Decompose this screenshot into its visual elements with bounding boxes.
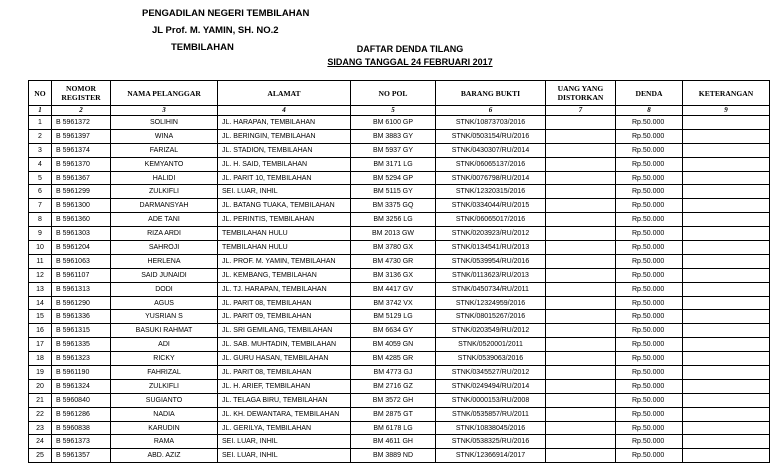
cell-remarks <box>683 296 770 310</box>
cell-address: JL. GURU HASAN, TEMBILAHAN <box>218 352 351 366</box>
cell-deposited <box>546 171 616 185</box>
table-header-row <box>29 81 770 106</box>
cell-fine: Rp.50.000 <box>616 421 683 435</box>
cell-fine: Rp.50.000 <box>616 116 683 130</box>
cell-evidence: STNK/0538325/RU/2016 <box>436 435 546 449</box>
cell-register: B 5961370 <box>52 157 111 171</box>
cell-no: 6 <box>29 185 52 199</box>
cell-evidence: STNK/08015267/2016 <box>436 310 546 324</box>
cell-deposited <box>546 129 616 143</box>
column-index-plate: 5 <box>351 106 436 116</box>
cell-plate: BM 2013 GW <box>351 227 436 241</box>
cell-no: 20 <box>29 379 52 393</box>
cell-evidence: STNK/0503154/RU/2016 <box>436 129 546 143</box>
cell-name: DODI <box>111 282 218 296</box>
cell-deposited <box>546 268 616 282</box>
cell-fine: Rp.50.000 <box>616 171 683 185</box>
table-row <box>29 116 770 130</box>
cell-register: B 5961107 <box>52 268 111 282</box>
cell-no: 15 <box>29 310 52 324</box>
cell-name: NADIA <box>111 407 218 421</box>
cell-plate: BM 4773 GJ <box>351 366 436 380</box>
table-row <box>29 352 770 366</box>
cell-no: 3 <box>29 143 52 157</box>
cell-evidence: STNK/0249494/RU/2014 <box>436 379 546 393</box>
cell-fine: Rp.50.000 <box>616 282 683 296</box>
cell-remarks <box>683 185 770 199</box>
court-city: TEMBILAHAN <box>171 42 234 53</box>
cell-plate: BM 5129 LG <box>351 310 436 324</box>
document-title: DAFTAR DENDA TILANG <box>356 44 464 54</box>
cell-deposited <box>546 338 616 352</box>
cell-evidence: STNK/0450734/RU/2011 <box>436 282 546 296</box>
cell-fine: Rp.50.000 <box>616 338 683 352</box>
table-row <box>29 338 770 352</box>
cell-remarks <box>683 227 770 241</box>
cell-remarks <box>683 435 770 449</box>
table-row <box>29 171 770 185</box>
cell-plate: BM 4417 GV <box>351 282 436 296</box>
cell-deposited <box>546 185 616 199</box>
table-row <box>29 366 770 380</box>
cell-fine: Rp.50.000 <box>616 449 683 463</box>
table-row <box>29 324 770 338</box>
cell-register: B 5961299 <box>52 185 111 199</box>
fine-list-table <box>28 80 770 463</box>
cell-register: B 5961300 <box>52 199 111 213</box>
table-row <box>29 227 770 241</box>
cell-register: B 5961397 <box>52 129 111 143</box>
cell-address: JL. PARIT 08, TEMBILAHAN <box>218 296 351 310</box>
cell-plate: BM 3375 GQ <box>351 199 436 213</box>
cell-remarks <box>683 199 770 213</box>
column-header-evidence: BARANG BUKTI <box>436 81 546 106</box>
cell-no: 12 <box>29 268 52 282</box>
cell-no: 24 <box>29 435 52 449</box>
cell-remarks <box>683 157 770 171</box>
cell-address: JL. SRI GEMILANG, TEMBILAHAN <box>218 324 351 338</box>
cell-register: B 5961360 <box>52 213 111 227</box>
cell-evidence: STNK/0203549/RU/2012 <box>436 324 546 338</box>
cell-deposited <box>546 157 616 171</box>
cell-register: B 5961373 <box>52 435 111 449</box>
cell-deposited <box>546 449 616 463</box>
cell-plate: BM 3256 LG <box>351 213 436 227</box>
cell-name: WINA <box>111 129 218 143</box>
cell-no: 17 <box>29 338 52 352</box>
table-row <box>29 268 770 282</box>
cell-address: JL. PARIT 08, TEMBILAHAN <box>218 366 351 380</box>
cell-remarks <box>683 338 770 352</box>
cell-remarks <box>683 379 770 393</box>
cell-remarks <box>683 366 770 380</box>
cell-address: JL. H. ARIEF, TEMBILAHAN <box>218 379 351 393</box>
table-row <box>29 449 770 463</box>
cell-remarks <box>683 310 770 324</box>
cell-remarks <box>683 324 770 338</box>
cell-plate: BM 4730 GR <box>351 254 436 268</box>
cell-address: SEI. LUAR, INHIL <box>218 449 351 463</box>
cell-no: 10 <box>29 241 52 255</box>
cell-fine: Rp.50.000 <box>616 310 683 324</box>
cell-no: 21 <box>29 393 52 407</box>
cell-address: TEMBILAHAN HULU <box>218 227 351 241</box>
cell-fine: Rp.50.000 <box>616 185 683 199</box>
cell-no: 18 <box>29 352 52 366</box>
cell-remarks <box>683 241 770 255</box>
cell-fine: Rp.50.000 <box>616 254 683 268</box>
cell-plate: BM 5937 GY <box>351 143 436 157</box>
cell-plate: BM 5115 GY <box>351 185 436 199</box>
cell-deposited <box>546 352 616 366</box>
cell-no: 19 <box>29 366 52 380</box>
cell-remarks <box>683 171 770 185</box>
cell-remarks <box>683 449 770 463</box>
cell-register: B 5961286 <box>52 407 111 421</box>
cell-remarks <box>683 407 770 421</box>
cell-deposited <box>546 310 616 324</box>
table-row <box>29 310 770 324</box>
table-row <box>29 435 770 449</box>
cell-no: 16 <box>29 324 52 338</box>
cell-no: 22 <box>29 407 52 421</box>
cell-no: 5 <box>29 171 52 185</box>
court-name: PENGADILAN NEGERI TEMBILAHAN <box>142 8 310 19</box>
table-row <box>29 282 770 296</box>
cell-address: JL. GERILYA, TEMBILAHAN <box>218 421 351 435</box>
cell-plate: BM 4611 GH <box>351 435 436 449</box>
cell-fine: Rp.50.000 <box>616 227 683 241</box>
cell-no: 7 <box>29 199 52 213</box>
cell-remarks <box>683 352 770 366</box>
cell-fine: Rp.50.000 <box>616 324 683 338</box>
cell-address: JL. BATANG TUAKA, TEMBILAHAN <box>218 199 351 213</box>
cell-no: 2 <box>29 129 52 143</box>
cell-address: JL. TJ. HARAPAN, TEMBILAHAN <box>218 282 351 296</box>
cell-name: ADI <box>111 338 218 352</box>
cell-name: ABD. AZIZ <box>111 449 218 463</box>
cell-evidence: STNK/0539954/RU/2016 <box>436 254 546 268</box>
cell-evidence: STNK/10873703/2016 <box>436 116 546 130</box>
column-header-address: ALAMAT <box>218 81 351 106</box>
cell-evidence: STNK/0076798/RU/2014 <box>436 171 546 185</box>
cell-no: 25 <box>29 449 52 463</box>
court-address: JL Prof. M. YAMIN, SH. NO.2 <box>152 25 279 36</box>
cell-address: JL. BERINGIN, TEMBILAHAN <box>218 129 351 143</box>
cell-evidence: STNK/06065137/2016 <box>436 157 546 171</box>
cell-register: B 5961324 <box>52 379 111 393</box>
cell-address: JL. STADION, TEMBILAHAN <box>218 143 351 157</box>
cell-evidence: STNK/0113623/RU/2013 <box>436 268 546 282</box>
cell-register: B 5961367 <box>52 171 111 185</box>
cell-plate: BM 3883 GY <box>351 129 436 143</box>
cell-evidence: STNK/0203923/RU/2012 <box>436 227 546 241</box>
cell-name: FARIZAL <box>111 143 218 157</box>
cell-deposited <box>546 435 616 449</box>
cell-register: B 5960840 <box>52 393 111 407</box>
table-row <box>29 129 770 143</box>
cell-deposited <box>546 254 616 268</box>
cell-deposited <box>546 241 616 255</box>
cell-fine: Rp.50.000 <box>616 129 683 143</box>
cell-fine: Rp.50.000 <box>616 143 683 157</box>
cell-plate: BM 3780 GX <box>351 241 436 255</box>
cell-deposited <box>546 379 616 393</box>
table-row <box>29 143 770 157</box>
cell-register: B 5961335 <box>52 338 111 352</box>
cell-register: B 5961374 <box>52 143 111 157</box>
cell-evidence: STNK/12320315/2016 <box>436 185 546 199</box>
column-header-no: NO <box>29 81 52 106</box>
cell-register: B 5961303 <box>52 227 111 241</box>
cell-deposited <box>546 282 616 296</box>
cell-evidence: STNK/0430307/RU/2014 <box>436 143 546 157</box>
column-header-plate: NO POL <box>351 81 436 106</box>
cell-deposited <box>546 227 616 241</box>
cell-plate: BM 6634 GY <box>351 324 436 338</box>
cell-fine: Rp.50.000 <box>616 199 683 213</box>
cell-no: 8 <box>29 213 52 227</box>
cell-evidence: STNK/0134541/RU/2013 <box>436 241 546 255</box>
cell-plate: BM 3572 GH <box>351 393 436 407</box>
cell-evidence: STNK/12324959/2016 <box>436 296 546 310</box>
cell-no: 1 <box>29 116 52 130</box>
column-index-evidence: 6 <box>436 106 546 116</box>
cell-register: B 5961190 <box>52 366 111 380</box>
cell-fine: Rp.50.000 <box>616 296 683 310</box>
column-index-deposited: 7 <box>546 106 616 116</box>
cell-remarks <box>683 421 770 435</box>
table-row <box>29 157 770 171</box>
cell-fine: Rp.50.000 <box>616 366 683 380</box>
cell-no: 13 <box>29 282 52 296</box>
column-index-no: 1 <box>29 106 52 116</box>
cell-plate: BM 2875 GT <box>351 407 436 421</box>
cell-register: B 5961315 <box>52 324 111 338</box>
table-row <box>29 241 770 255</box>
cell-name: ADE TANI <box>111 213 218 227</box>
table-row <box>29 296 770 310</box>
cell-deposited <box>546 143 616 157</box>
cell-name: ZULKIFLI <box>111 379 218 393</box>
cell-plate: BM 3889 ND <box>351 449 436 463</box>
column-index-fine: 8 <box>616 106 683 116</box>
column-header-remarks: KETERANGAN <box>683 81 770 106</box>
cell-fine: Rp.50.000 <box>616 435 683 449</box>
cell-fine: Rp.50.000 <box>616 157 683 171</box>
cell-no: 14 <box>29 296 52 310</box>
cell-remarks <box>683 254 770 268</box>
cell-name: KEMYANTO <box>111 157 218 171</box>
cell-deposited <box>546 407 616 421</box>
cell-remarks <box>683 268 770 282</box>
cell-evidence: STNK/0345527/RU/2012 <box>436 366 546 380</box>
cell-name: FAHRIZAL <box>111 366 218 380</box>
cell-register: B 5961313 <box>52 282 111 296</box>
cell-evidence: STNK/12366914/2017 <box>436 449 546 463</box>
cell-evidence: STNK/06065017/2016 <box>436 213 546 227</box>
cell-no: 11 <box>29 254 52 268</box>
cell-name: HERLENA <box>111 254 218 268</box>
cell-plate: BM 6100 GP <box>351 116 436 130</box>
cell-register: B 5961063 <box>52 254 111 268</box>
cell-name: RICKY <box>111 352 218 366</box>
table-row <box>29 213 770 227</box>
cell-plate: BM 4285 GR <box>351 352 436 366</box>
cell-plate: BM 3171 LG <box>351 157 436 171</box>
cell-plate: BM 5294 GP <box>351 171 436 185</box>
cell-deposited <box>546 213 616 227</box>
cell-deposited <box>546 116 616 130</box>
cell-name: BASUKI RAHMAT <box>111 324 218 338</box>
cell-evidence: STNK/0535857/RU/2011 <box>436 407 546 421</box>
cell-deposited <box>546 421 616 435</box>
cell-address: TEMBILAHAN HULU <box>218 241 351 255</box>
cell-deposited <box>546 324 616 338</box>
cell-remarks <box>683 213 770 227</box>
table-row <box>29 421 770 435</box>
cell-evidence: STNK/10838045/2016 <box>436 421 546 435</box>
cell-deposited <box>546 393 616 407</box>
table-row <box>29 393 770 407</box>
column-index-address: 4 <box>218 106 351 116</box>
cell-deposited <box>546 366 616 380</box>
cell-plate: BM 3136 GX <box>351 268 436 282</box>
cell-name: HALIDI <box>111 171 218 185</box>
cell-no: 4 <box>29 157 52 171</box>
document-subtitle: SIDANG TANGGAL 24 FEBRUARI 2017 <box>327 57 493 67</box>
column-index-remarks: 9 <box>683 106 770 116</box>
cell-address: JL. SAB. MUHTADIN, TEMBILAHAN <box>218 338 351 352</box>
cell-address: JL. H. SAID, TEMBILAHAN <box>218 157 351 171</box>
cell-address: JL. PERINTIS, TEMBILAHAN <box>218 213 351 227</box>
cell-register: B 5961290 <box>52 296 111 310</box>
cell-name: ZULKIFLI <box>111 185 218 199</box>
cell-address: JL. HARAPAN, TEMBILAHAN <box>218 116 351 130</box>
cell-evidence: STNK/0334044/RU/2015 <box>436 199 546 213</box>
column-index-register: 2 <box>52 106 111 116</box>
cell-name: SAHROJI <box>111 241 218 255</box>
cell-deposited <box>546 199 616 213</box>
cell-address: SEI. LUAR, INHIL <box>218 435 351 449</box>
cell-remarks <box>683 129 770 143</box>
cell-name: KARUDIN <box>111 421 218 435</box>
cell-plate: BM 6178 LG <box>351 421 436 435</box>
cell-remarks <box>683 282 770 296</box>
cell-address: JL. PROF. M. YAMIN, TEMBILAHAN <box>218 254 351 268</box>
cell-fine: Rp.50.000 <box>616 268 683 282</box>
cell-name: SUGIANTO <box>111 393 218 407</box>
cell-address: SEI. LUAR, INHIL <box>218 185 351 199</box>
cell-fine: Rp.50.000 <box>616 352 683 366</box>
cell-name: SOLIHIN <box>111 116 218 130</box>
cell-fine: Rp.50.000 <box>616 407 683 421</box>
column-header-register: NOMOR REGISTER <box>52 81 111 106</box>
table-row <box>29 185 770 199</box>
cell-address: JL. KH. DEWANTARA, TEMBILAHAN <box>218 407 351 421</box>
cell-address: JL. TELAGA BIRU, TEMBILAHAN <box>218 393 351 407</box>
cell-remarks <box>683 143 770 157</box>
cell-evidence: STNK/0000153/RU/2008 <box>436 393 546 407</box>
table-row <box>29 254 770 268</box>
cell-fine: Rp.50.000 <box>616 379 683 393</box>
cell-register: B 5961336 <box>52 310 111 324</box>
cell-register: B 5961323 <box>52 352 111 366</box>
cell-plate: BM 3742 VX <box>351 296 436 310</box>
cell-name: YUSRIAN S <box>111 310 218 324</box>
column-header-deposited: UANG YANG DISTORKAN <box>546 81 616 106</box>
cell-fine: Rp.50.000 <box>616 213 683 227</box>
table-row <box>29 199 770 213</box>
cell-register: B 5961204 <box>52 241 111 255</box>
table-row <box>29 407 770 421</box>
cell-remarks <box>683 393 770 407</box>
cell-name: DARMANSYAH <box>111 199 218 213</box>
cell-address: JL. PARIT 09, TEMBILAHAN <box>218 310 351 324</box>
column-header-name: NAMA PELANGGAR <box>111 81 218 106</box>
table-row <box>29 379 770 393</box>
cell-register: B 5961357 <box>52 449 111 463</box>
cell-fine: Rp.50.000 <box>616 241 683 255</box>
cell-register: B 5961372 <box>52 116 111 130</box>
column-index-name: 3 <box>111 106 218 116</box>
cell-no: 23 <box>29 421 52 435</box>
cell-register: B 5960838 <box>52 421 111 435</box>
cell-name: SAID JUNAIDI <box>111 268 218 282</box>
cell-evidence: STNK/0520001/2011 <box>436 338 546 352</box>
cell-name: RAMA <box>111 435 218 449</box>
cell-plate: BM 2716 GZ <box>351 379 436 393</box>
column-header-fine: DENDA <box>616 81 683 106</box>
cell-no: 9 <box>29 227 52 241</box>
cell-address: JL. PARIT 10, TEMBILAHAN <box>218 171 351 185</box>
cell-fine: Rp.50.000 <box>616 393 683 407</box>
cell-evidence: STNK/0539063/2016 <box>436 352 546 366</box>
cell-deposited <box>546 296 616 310</box>
cell-name: AGUS <box>111 296 218 310</box>
cell-name: RIZA ARDI <box>111 227 218 241</box>
cell-address: JL. KEMBANG, TEMBILAHAN <box>218 268 351 282</box>
cell-remarks <box>683 116 770 130</box>
column-index-row <box>29 106 770 116</box>
cell-plate: BM 4059 GN <box>351 338 436 352</box>
